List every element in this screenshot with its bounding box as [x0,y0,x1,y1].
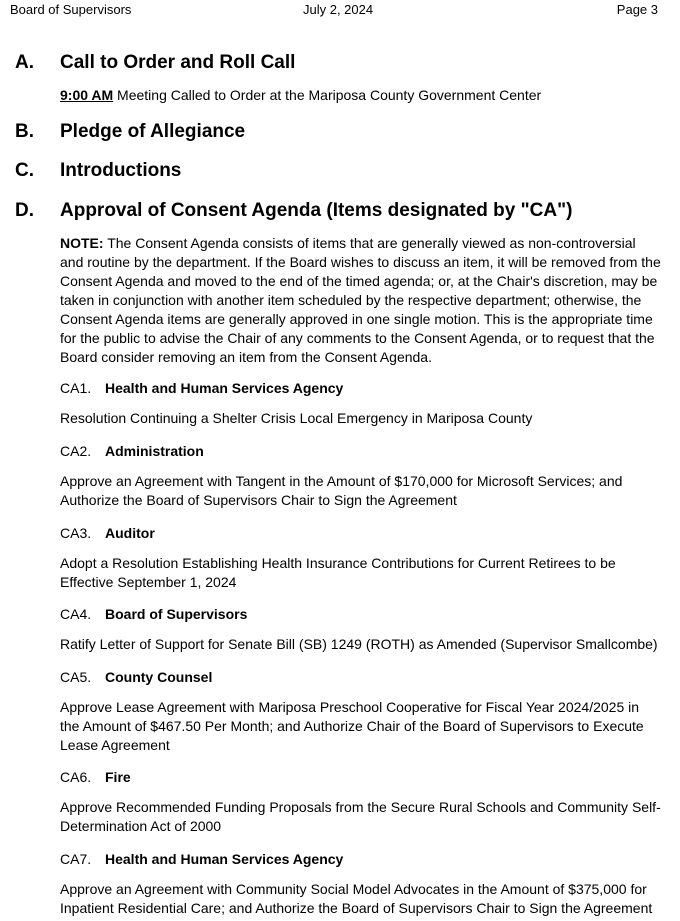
consent-item-department: Health and Human Services Agency [105,851,344,867]
consent-item-number: CA3. [60,525,92,541]
consent-item-department: Auditor [105,525,155,541]
consent-item-number: CA5. [60,669,92,685]
call-to-order-line [60,86,662,105]
consent-item-description: Approve Recommended Funding Proposals from the Secure Rural Schools and Community Self-Determination Act of 2000 [60,799,661,834]
consent-item-number: CA4. [60,606,92,622]
consent-item-department: Health and Human Services Agency [105,380,344,396]
consent-item-description: Adopt a Resolution Establishing Health Insurance Contributions for Current Retirees to be Effective September 1, 2024 [60,555,616,590]
consent-item-description: Resolution Continuing a Shelter Crisis Local Emergency in Mariposa County [60,410,533,426]
section-letter: B. [15,121,34,142]
meeting-time: 9:00 AM [60,87,114,103]
consent-item-description: Approve an Agreement with Tangent in the Amount of $170,000 for Microsoft Services; and Authorize the Board of Supervisors Chair to Sign the Agreement [60,473,623,508]
page-header [10,2,658,20]
consent-item-number: CA2. [60,443,92,459]
consent-item-number: CA1. [60,380,92,396]
section-title: Introductions [60,160,182,181]
consent-item-description: Approve an Agreement with Community Social Model Advocates in the Amount of $375,000 for Inpatient Residential Care; and Authorize the Board of Supervisors Chair to Sign the Agreement [60,881,653,916]
section-letter: A. [15,52,34,73]
section-title: Call to Order and Roll Call [60,52,296,73]
section-letter: C. [15,160,34,181]
consent-item-department: County Counsel [105,669,213,685]
consent-item-department: Board of Supervisors [105,606,248,622]
note-text: The Consent Agenda consists of items that are generally viewed as non-controversial and routine by the department. If the Board wishes to discuss an item, it will be removed from the Consent Agenda and moved to the end of the timed agenda; or, at the Chair's discretion, may be taken in conjunction with another item scheduled by the respective department; otherwise, the Consent Agenda items are generally approved in one single motion. This is the appropriate time for the public to advise the Chair of any comments to the Consent Agenda, or to request that the Board consider removing an item from the Consent Agenda. [60,235,661,365]
header-date: July 2, 2024 [303,2,374,17]
section-title: Approval of Consent Agenda (Items designated by "CA") [60,200,573,221]
consent-item-number: CA7. [60,851,92,867]
header-page-number: Page 3 [616,2,658,17]
consent-agenda-note [60,234,662,367]
note-label: NOTE: [60,235,104,251]
header-board-name: Board of Supervisors [10,2,132,17]
call-to-order-text: Meeting Called to Order at the Mariposa County Government Center [113,87,542,103]
section-title: Pledge of Allegiance [60,121,246,142]
consent-item-description: Ratify Letter of Support for Senate Bill (SB) 1249 (ROTH) as Amended (Supervisor Smallcombe) [60,636,658,652]
consent-item-department: Fire [105,769,131,785]
consent-item-department: Administration [105,443,204,459]
consent-item-description: Approve Lease Agreement with Mariposa Preschool Cooperative for Fiscal Year 2024/2025 in the Amount of $467.50 Per Month; and Authorize Chair of the Board of Supervisors to Execute Lease Agreement [60,699,644,753]
section-letter: D. [15,200,34,221]
consent-item-number: CA6. [60,769,92,785]
